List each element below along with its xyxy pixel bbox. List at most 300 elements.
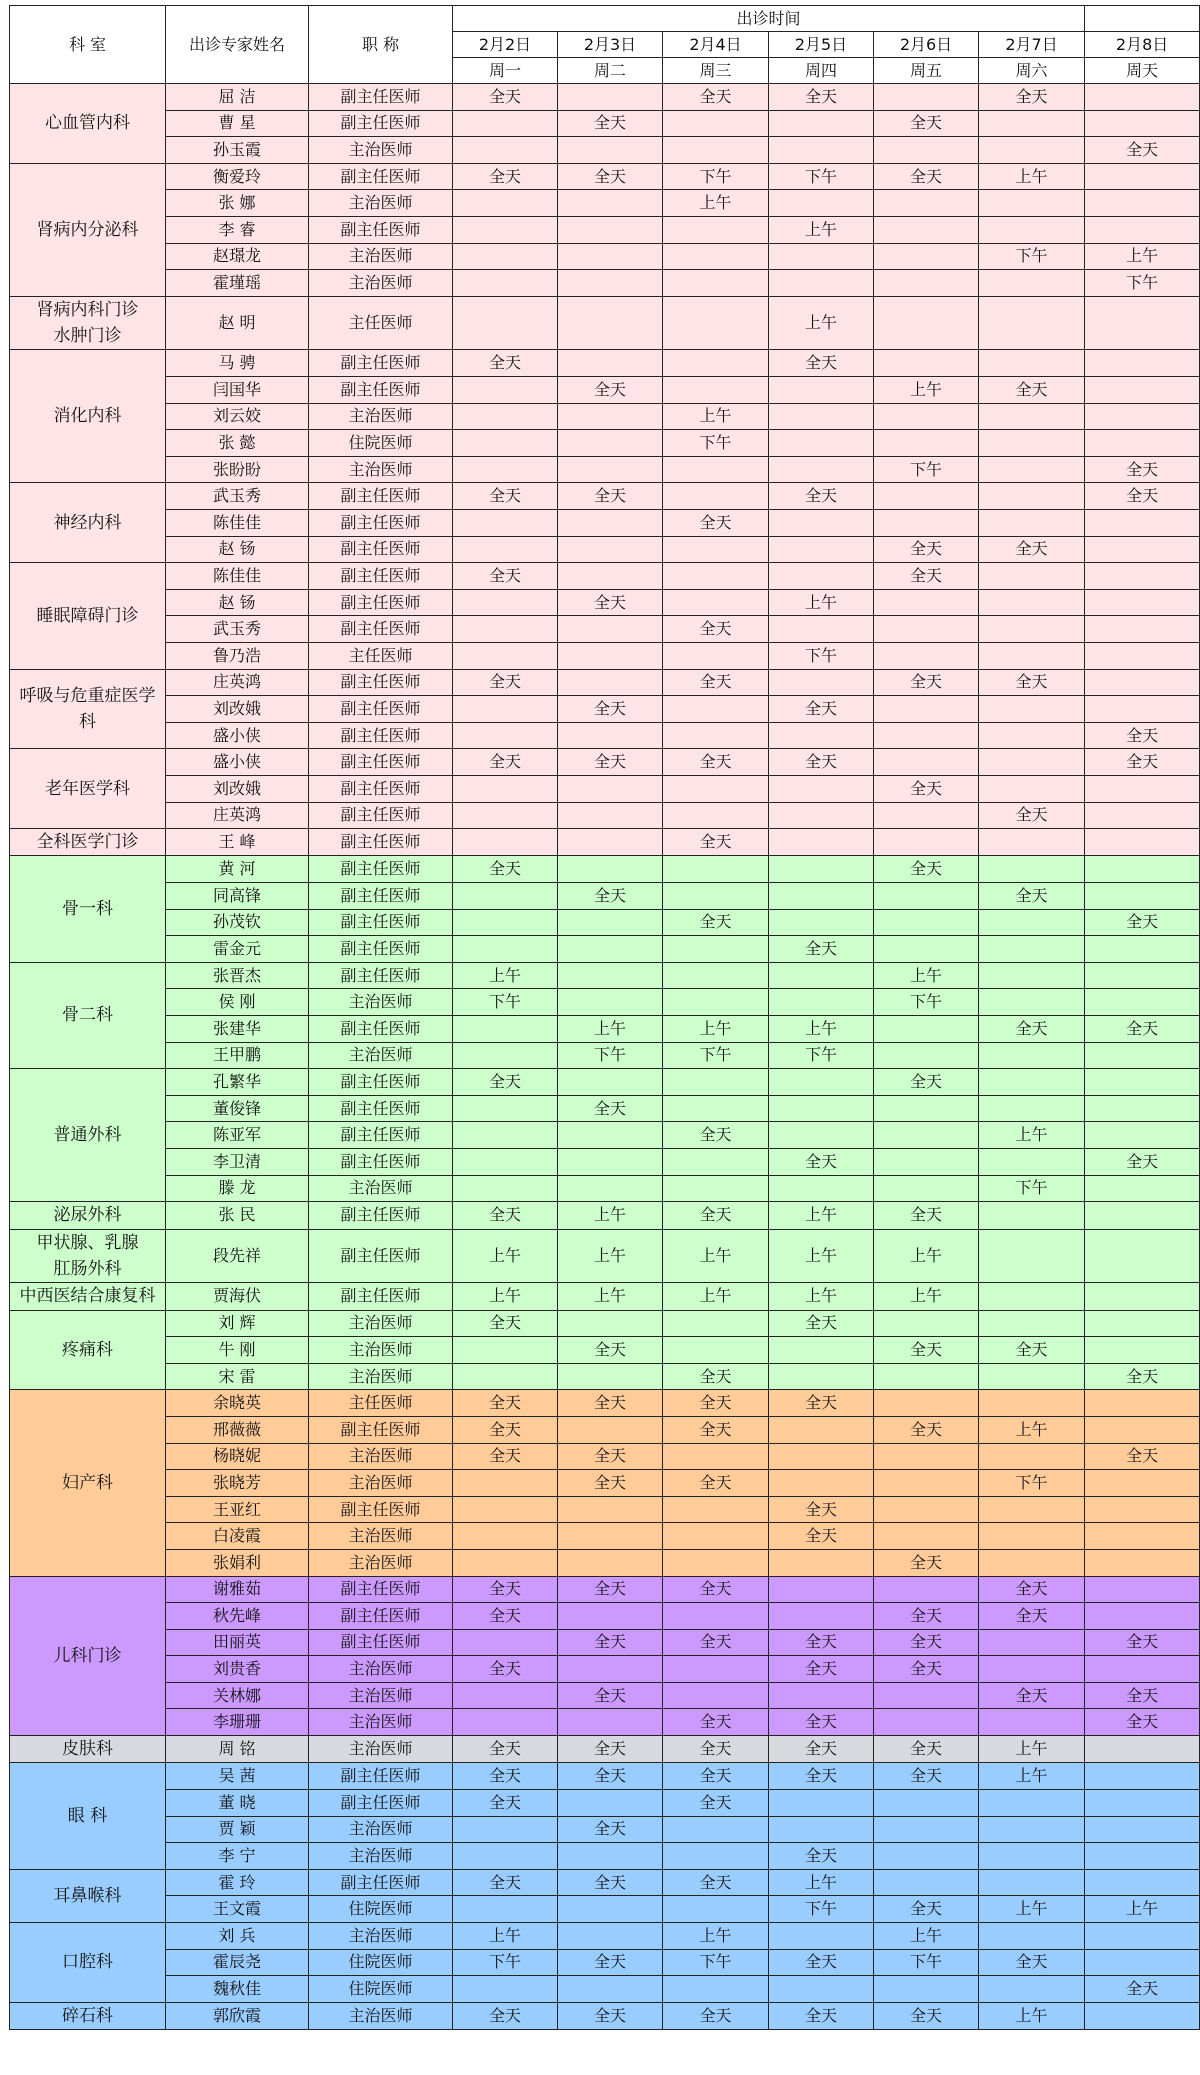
schedule-cell: [558, 909, 663, 936]
table-row: [10, 1656, 1200, 1683]
schedule-cell: [453, 216, 558, 243]
schedule-cell: 下午: [453, 1949, 558, 1976]
schedule-cell: 全天: [979, 536, 1085, 563]
table-row: [10, 1869, 1200, 1896]
schedule-cell: [769, 1603, 874, 1630]
schedule-cell: [769, 1922, 874, 1949]
schedule-cell: [663, 1337, 769, 1364]
schedule-cell: [558, 962, 663, 989]
schedule-cell: 全天: [769, 1709, 874, 1736]
doctor-name: 衡爱玲: [166, 163, 309, 190]
schedule-cell: [453, 1122, 558, 1149]
table-row: [10, 1790, 1200, 1817]
schedule-cell: [663, 1843, 769, 1870]
doctor-name: 闫国华: [166, 377, 309, 404]
schedule-cell: [558, 829, 663, 856]
schedule-cell: [979, 1390, 1085, 1417]
schedule-cell: 上午: [979, 1122, 1085, 1149]
doctor-title: 副主任医师: [309, 1496, 453, 1523]
schedule-cell: 上午: [769, 589, 874, 616]
doctor-name: 屈 洁: [166, 84, 309, 111]
table-row: [10, 669, 1200, 696]
department-name: 皮肤科: [10, 1736, 166, 1763]
doctor-name: 鲁乃浩: [166, 642, 309, 669]
schedule-cell: [874, 909, 979, 936]
table-header: [10, 6, 1200, 84]
table-row: [10, 642, 1200, 669]
schedule-cell: 下午: [663, 430, 769, 457]
schedule-cell: [769, 909, 874, 936]
table-row: [10, 216, 1200, 243]
schedule-cell: [979, 430, 1085, 457]
schedule-cell: [769, 669, 874, 696]
schedule-cell: [558, 510, 663, 537]
table-row: [10, 1709, 1200, 1736]
schedule-cell: 全天: [453, 1310, 558, 1337]
schedule-cell: 上午: [453, 1922, 558, 1949]
doctor-title: 主治医师: [309, 1363, 453, 1390]
schedule-cell: [1085, 856, 1200, 883]
schedule-cell: 全天: [453, 856, 558, 883]
schedule-cell: [663, 1896, 769, 1923]
doctor-name: 赵 钖: [166, 536, 309, 563]
table-row: [10, 2002, 1200, 2029]
schedule-cell: [769, 1976, 874, 2003]
schedule-cell: 上午: [874, 962, 979, 989]
schedule-cell: [874, 403, 979, 430]
table-row: [10, 936, 1200, 963]
schedule-cell: [453, 1523, 558, 1550]
schedule-cell: [453, 1042, 558, 1069]
doctor-name: 宋 雷: [166, 1363, 309, 1390]
schedule-cell: [979, 589, 1085, 616]
schedule-cell: [663, 1175, 769, 1202]
doctor-title: 副主任医师: [309, 510, 453, 537]
schedule-cell: 下午: [979, 1175, 1085, 1202]
schedule-cell: 全天: [558, 1736, 663, 1763]
doctor-title: 副主任医师: [309, 1283, 453, 1310]
schedule-cell: [1085, 563, 1200, 590]
schedule-cell: 全天: [663, 510, 769, 537]
header-weekday: 周六: [979, 58, 1085, 84]
schedule-cell: 上午: [769, 1869, 874, 1896]
schedule-cell: [663, 350, 769, 377]
schedule-cell: [453, 137, 558, 164]
header-weekday: 周二: [558, 58, 663, 84]
schedule-cell: 全天: [1085, 1629, 1200, 1656]
schedule-cell: [979, 856, 1085, 883]
schedule-cell: [453, 829, 558, 856]
department-name: 神经内科: [10, 483, 166, 563]
schedule-cell: 全天: [453, 1790, 558, 1817]
schedule-cell: [558, 1603, 663, 1630]
schedule-cell: 全天: [453, 1869, 558, 1896]
doctor-title: 副主任医师: [309, 1149, 453, 1176]
doctor-title: 副主任医师: [309, 802, 453, 829]
doctor-title: 副主任医师: [309, 883, 453, 910]
schedule-cell: [1085, 696, 1200, 723]
schedule-cell: 全天: [769, 1523, 874, 1550]
schedule-cell: 上午: [769, 1229, 874, 1283]
header-dept: 科 室: [10, 6, 166, 84]
schedule-cell: 上午: [663, 1016, 769, 1043]
outpatient-schedule-table: [9, 5, 1200, 2030]
table-row: [10, 270, 1200, 297]
schedule-cell: 全天: [663, 84, 769, 111]
doctor-title: 主治医师: [309, 243, 453, 270]
schedule-cell: 上午: [1085, 243, 1200, 270]
schedule-cell: [1085, 1470, 1200, 1497]
doctor-name: 张娟利: [166, 1549, 309, 1576]
schedule-cell: 上午: [663, 1229, 769, 1283]
schedule-cell: [558, 1069, 663, 1096]
schedule-cell: [979, 510, 1085, 537]
header-date: 2月7日: [979, 32, 1085, 58]
doctor-name: 杨晓妮: [166, 1443, 309, 1470]
schedule-cell: [769, 536, 874, 563]
department-name: 疼痛科: [10, 1310, 166, 1390]
schedule-cell: 全天: [874, 1629, 979, 1656]
schedule-cell: [874, 1016, 979, 1043]
table-row: [10, 483, 1200, 510]
schedule-cell: [874, 1175, 979, 1202]
schedule-cell: [874, 1816, 979, 1843]
schedule-cell: [453, 1816, 558, 1843]
schedule-cell: 全天: [1085, 137, 1200, 164]
doctor-title: 副主任医师: [309, 722, 453, 749]
schedule-cell: 全天: [874, 1656, 979, 1683]
schedule-cell: [874, 642, 979, 669]
schedule-cell: 全天: [558, 1095, 663, 1122]
schedule-cell: [979, 1202, 1085, 1229]
header-empty-cell: [1085, 6, 1200, 32]
schedule-cell: [1085, 403, 1200, 430]
schedule-cell: [663, 1069, 769, 1096]
table-row: [10, 1549, 1200, 1576]
schedule-cell: [663, 536, 769, 563]
doctor-title: 主治医师: [309, 1443, 453, 1470]
schedule-cell: 全天: [663, 909, 769, 936]
schedule-cell: [558, 1709, 663, 1736]
schedule-cell: 全天: [874, 1763, 979, 1790]
schedule-cell: [453, 1363, 558, 1390]
table-row: [10, 190, 1200, 217]
doctor-title: 副主任医师: [309, 1763, 453, 1790]
doctor-name: 张盼盼: [166, 456, 309, 483]
doctor-title: 副主任医师: [309, 909, 453, 936]
schedule-cell: [874, 350, 979, 377]
table-row: [10, 1763, 1200, 1790]
doctor-name: 贾 颖: [166, 1816, 309, 1843]
schedule-cell: 全天: [1085, 909, 1200, 936]
schedule-cell: [874, 483, 979, 510]
schedule-cell: [874, 1122, 979, 1149]
schedule-cell: [1085, 1523, 1200, 1550]
schedule-cell: 全天: [453, 669, 558, 696]
schedule-cell: [874, 1709, 979, 1736]
schedule-cell: 全天: [663, 1790, 769, 1817]
department-name: 心血管内科: [10, 84, 166, 164]
doctor-title: 副主任医师: [309, 563, 453, 590]
schedule-cell: 全天: [663, 1709, 769, 1736]
doctor-title: 主治医师: [309, 1549, 453, 1576]
schedule-cell: [979, 616, 1085, 643]
schedule-cell: 全天: [453, 749, 558, 776]
schedule-cell: [874, 936, 979, 963]
table-row: [10, 1470, 1200, 1497]
schedule-cell: 全天: [558, 1816, 663, 1843]
schedule-cell: 全天: [769, 1629, 874, 1656]
table-row: [10, 1337, 1200, 1364]
schedule-cell: 下午: [874, 1949, 979, 1976]
doctor-name: 孔繁华: [166, 1069, 309, 1096]
schedule-cell: [453, 1016, 558, 1043]
schedule-cell: 上午: [979, 2002, 1085, 2029]
schedule-cell: [769, 775, 874, 802]
schedule-cell: [769, 883, 874, 910]
schedule-cell: [1085, 829, 1200, 856]
schedule-cell: [979, 1709, 1085, 1736]
department-name: 耳鼻喉科: [10, 1869, 166, 1922]
table-body: [10, 84, 1200, 2030]
schedule-cell: 上午: [979, 1896, 1085, 1923]
schedule-cell: 全天: [453, 1443, 558, 1470]
doctor-title: 副主任医师: [309, 1790, 453, 1817]
schedule-cell: 全天: [558, 1763, 663, 1790]
schedule-cell: [874, 829, 979, 856]
doctor-title: 副主任医师: [309, 536, 453, 563]
schedule-cell: 下午: [663, 1949, 769, 1976]
doctor-name: 刘云姣: [166, 403, 309, 430]
schedule-cell: [558, 456, 663, 483]
schedule-cell: 全天: [453, 163, 558, 190]
schedule-cell: 全天: [558, 2002, 663, 2029]
table-row: [10, 1443, 1200, 1470]
schedule-cell: 全天: [769, 483, 874, 510]
schedule-cell: 全天: [558, 483, 663, 510]
schedule-cell: [769, 563, 874, 590]
schedule-cell: 全天: [979, 669, 1085, 696]
schedule-cell: [769, 1549, 874, 1576]
schedule-cell: [979, 936, 1085, 963]
schedule-cell: [663, 137, 769, 164]
schedule-cell: [453, 589, 558, 616]
table-row: [10, 1095, 1200, 1122]
schedule-cell: [874, 1976, 979, 2003]
schedule-cell: [769, 962, 874, 989]
schedule-cell: 上午: [663, 403, 769, 430]
schedule-cell: [453, 1149, 558, 1176]
schedule-cell: [558, 1523, 663, 1550]
schedule-cell: [663, 1549, 769, 1576]
table-row: [10, 350, 1200, 377]
schedule-cell: [453, 1843, 558, 1870]
schedule-cell: [979, 696, 1085, 723]
table-row: [10, 1149, 1200, 1176]
schedule-cell: [1085, 1496, 1200, 1523]
schedule-cell: [1085, 2002, 1200, 2029]
schedule-cell: 全天: [663, 1629, 769, 1656]
schedule-cell: [979, 989, 1085, 1016]
schedule-cell: 上午: [769, 296, 874, 350]
schedule-cell: 全天: [874, 536, 979, 563]
schedule-cell: 全天: [663, 1202, 769, 1229]
schedule-cell: [663, 1682, 769, 1709]
schedule-cell: [1085, 84, 1200, 111]
schedule-cell: 全天: [453, 1656, 558, 1683]
doctor-name: 刘 兵: [166, 1922, 309, 1949]
doctor-name: 王文霞: [166, 1896, 309, 1923]
schedule-cell: 全天: [874, 1069, 979, 1096]
doctor-name: 陈佳佳: [166, 563, 309, 590]
schedule-cell: 全天: [979, 1949, 1085, 1976]
schedule-cell: [979, 1523, 1085, 1550]
schedule-cell: [453, 1470, 558, 1497]
schedule-cell: [558, 1310, 663, 1337]
table-row: [10, 296, 1200, 350]
schedule-cell: 上午: [453, 1283, 558, 1310]
schedule-cell: 全天: [663, 1470, 769, 1497]
table-row: [10, 1122, 1200, 1149]
schedule-cell: [1085, 1656, 1200, 1683]
schedule-cell: [979, 829, 1085, 856]
schedule-cell: [453, 1095, 558, 1122]
doctor-title: 副主任医师: [309, 163, 453, 190]
schedule-cell: [558, 802, 663, 829]
schedule-cell: [979, 722, 1085, 749]
schedule-cell: 全天: [769, 1843, 874, 1870]
schedule-cell: [663, 1496, 769, 1523]
doctor-title: 副主任医师: [309, 1016, 453, 1043]
schedule-cell: [874, 1496, 979, 1523]
table-row: [10, 377, 1200, 404]
department-name: 口腔科: [10, 1922, 166, 2002]
schedule-cell: [874, 1523, 979, 1550]
schedule-cell: [558, 403, 663, 430]
schedule-cell: 上午: [453, 1229, 558, 1283]
department-name: 眼 科: [10, 1763, 166, 1869]
doctor-name: 张晋杰: [166, 962, 309, 989]
schedule-cell: [979, 270, 1085, 297]
schedule-cell: 全天: [453, 1763, 558, 1790]
schedule-cell: [663, 1816, 769, 1843]
schedule-cell: 全天: [1085, 1443, 1200, 1470]
schedule-cell: 全天: [663, 749, 769, 776]
department-name: 消化内科: [10, 350, 166, 483]
schedule-cell: 下午: [769, 163, 874, 190]
schedule-cell: 下午: [874, 989, 979, 1016]
schedule-cell: 全天: [558, 1576, 663, 1603]
schedule-cell: 下午: [558, 1042, 663, 1069]
schedule-cell: [558, 137, 663, 164]
schedule-cell: [979, 190, 1085, 217]
doctor-name: 盛小侠: [166, 749, 309, 776]
header-date: 2月4日: [663, 32, 769, 58]
doctor-name: 董 晓: [166, 1790, 309, 1817]
doctor-name: 魏秋佳: [166, 1976, 309, 2003]
schedule-cell: [558, 243, 663, 270]
schedule-cell: [1085, 1790, 1200, 1817]
department-name: 全科医学门诊: [10, 829, 166, 856]
schedule-cell: [1085, 1229, 1200, 1283]
schedule-cell: [453, 1496, 558, 1523]
doctor-name: 王甲鹏: [166, 1042, 309, 1069]
schedule-cell: [874, 1363, 979, 1390]
schedule-cell: 全天: [769, 1310, 874, 1337]
schedule-cell: [1085, 1310, 1200, 1337]
schedule-cell: 上午: [558, 1229, 663, 1283]
doctor-title: 主治医师: [309, 1042, 453, 1069]
doctor-name: 谢雅茹: [166, 1576, 309, 1603]
doctor-name: 邢薇薇: [166, 1416, 309, 1443]
doctor-title: 副主任医师: [309, 829, 453, 856]
schedule-cell: [1085, 1042, 1200, 1069]
schedule-cell: 上午: [1085, 1896, 1200, 1923]
schedule-cell: [1085, 1869, 1200, 1896]
schedule-cell: [1085, 1202, 1200, 1229]
doctor-name: 王 峰: [166, 829, 309, 856]
schedule-cell: [769, 456, 874, 483]
schedule-cell: [979, 642, 1085, 669]
schedule-cell: 上午: [453, 962, 558, 989]
schedule-cell: 全天: [453, 1390, 558, 1417]
schedule-cell: [874, 722, 979, 749]
schedule-cell: [1085, 642, 1200, 669]
schedule-cell: 下午: [769, 1042, 874, 1069]
schedule-cell: 全天: [874, 856, 979, 883]
schedule-cell: [558, 536, 663, 563]
department-name: 儿科门诊: [10, 1576, 166, 1736]
schedule-cell: [769, 1443, 874, 1470]
department-name: 中西医结合康复科: [10, 1283, 166, 1310]
schedule-cell: 上午: [663, 190, 769, 217]
doctor-title: 主治医师: [309, 190, 453, 217]
doctor-title: 副主任医师: [309, 1869, 453, 1896]
schedule-cell: [979, 1816, 1085, 1843]
doctor-name: 关林娜: [166, 1682, 309, 1709]
table-row: [10, 1283, 1200, 1310]
schedule-cell: [453, 696, 558, 723]
schedule-cell: [558, 1496, 663, 1523]
schedule-cell: 全天: [979, 802, 1085, 829]
schedule-cell: 上午: [558, 1016, 663, 1043]
schedule-cell: 全天: [979, 1603, 1085, 1630]
schedule-cell: [874, 270, 979, 297]
schedule-cell: 全天: [769, 1656, 874, 1683]
schedule-cell: 全天: [1085, 1016, 1200, 1043]
table-row: [10, 1576, 1200, 1603]
doctor-title: 副主任医师: [309, 669, 453, 696]
doctor-name: 孙茂钦: [166, 909, 309, 936]
schedule-cell: [979, 962, 1085, 989]
doctor-name: 张 娜: [166, 190, 309, 217]
doctor-name: 陈亚军: [166, 1122, 309, 1149]
schedule-cell: [874, 1470, 979, 1497]
schedule-cell: [769, 1682, 874, 1709]
doctor-title: 副主任医师: [309, 1202, 453, 1229]
schedule-cell: 全天: [979, 1016, 1085, 1043]
schedule-cell: [663, 1603, 769, 1630]
department-name: 妇产科: [10, 1390, 166, 1576]
schedule-cell: 全天: [874, 669, 979, 696]
schedule-cell: [453, 909, 558, 936]
schedule-cell: [453, 802, 558, 829]
schedule-cell: [979, 1283, 1085, 1310]
schedule-cell: 全天: [663, 1390, 769, 1417]
schedule-cell: [1085, 430, 1200, 457]
schedule-cell: [663, 589, 769, 616]
schedule-cell: [453, 775, 558, 802]
